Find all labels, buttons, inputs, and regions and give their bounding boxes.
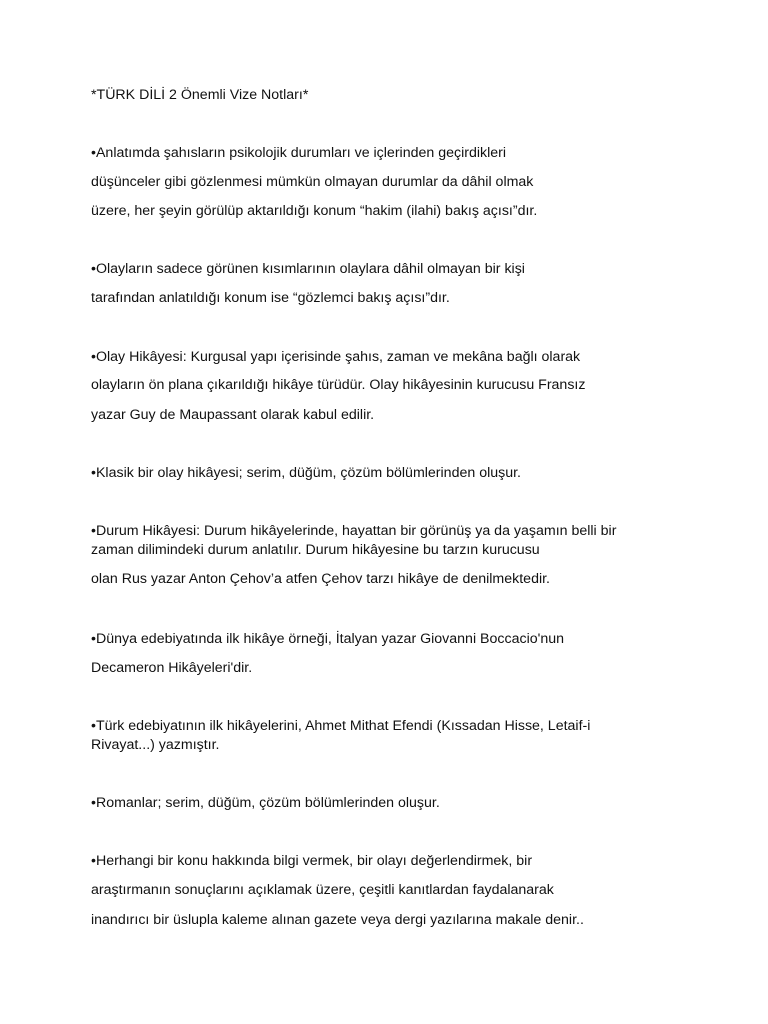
text-line: •Herhangi bir konu hakkında bilgi vermek, bir olayı değerlendirmek, bir [91,853,533,869]
text-line: yazar Guy de Maupassant olarak kabul edilir. [91,407,375,423]
text-line: •Anlatımda şahısların psikolojik durumları ve içlerinden geçirdikleri [91,145,507,161]
text-line: Decameron Hikâyeleri'dir. [91,660,253,676]
text-line: olan Rus yazar Anton Çehov’a atfen Çehov tarzı hikâye de denilmektedir. [91,571,550,587]
text-line: üzere, her şeyin görülüp aktarıldığı konum “hakim (ilahi) bakış açısı”dır. [91,203,538,219]
text-line: düşünceler gibi gözlenmesi mümkün olmayan durumlar da dâhil olmak [91,174,534,190]
text-line: •Durum Hikâyesi: Durum hikâyelerinde, hayattan bir görünüş ya da yaşamın belli bir [91,523,617,539]
text-line: •Türk edebiyatının ilk hikâyelerini, Ahmet Mithat Efendi (Kıssadan Hisse, Letaif-i [91,718,591,734]
text-line: inandırıcı bir üslupla kaleme alınan gazete veya dergi yazılarına makale denir.. [91,912,584,928]
text-line: •Olay Hikâyesi: Kurgusal yapı içerisinde şahıs, zaman ve mekâna bağlı olarak [91,349,581,365]
text-line: zaman dilimindeki durum anlatılır. Durum hikâyesine bu tarzın kurucusu [91,542,540,558]
text-line: olayların ön plana çıkarıldığı hikâye türüdür. Olay hikâyesinin kurucusu Fransız [91,377,586,393]
text-line: Rivayat...) yazmıştır. [91,737,220,753]
text-line: tarafından anlatıldığı konum ise “gözlemci bakış açısı”dır. [91,290,450,306]
text-line: •Romanlar; serim, düğüm, çözüm bölümlerinden oluşur. [91,795,440,811]
text-line: •Olayların sadece görünen kısımlarının olaylara dâhil olmayan bir kişi [91,261,525,277]
document-title: *TÜRK DİLİ 2 Önemli Vize Notları* [91,87,309,103]
text-line: araştırmanın sonuçlarını açıklamak üzere, çeşitli kanıtlardan faydalanarak [91,882,554,898]
text-line: •Klasik bir olay hikâyesi; serim, düğüm, çözüm bölümlerinden oluşur. [91,465,521,481]
text-line: •Dünya edebiyatında ilk hikâye örneği, İtalyan yazar Giovanni Boccacio'nun [91,631,564,647]
